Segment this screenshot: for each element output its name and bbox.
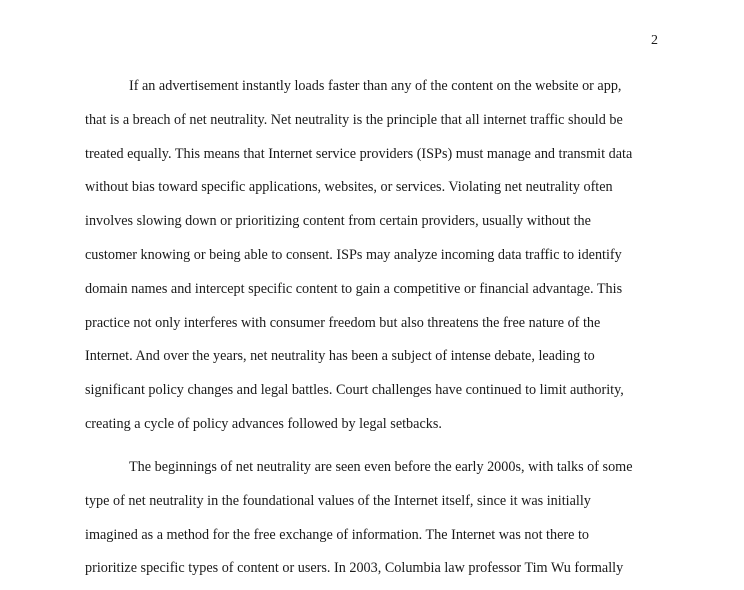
- text-line: significant policy changes and legal battles. Court challenges have continued to limit authority,: [85, 382, 624, 398]
- page-number: 2: [651, 33, 658, 48]
- text-line: prioritize specific types of content or users. In 2003, Columbia law professor Tim Wu formally: [85, 560, 624, 576]
- text-line: The beginnings of net neutrality are seen even before the early 2000s, with talks of some: [129, 459, 633, 475]
- text-line: Internet. And over the years, net neutrality has been a subject of intense debate, leading to: [85, 348, 595, 364]
- text-line: that is a breach of net neutrality. Net neutrality is the principle that all internet traffic should be: [85, 112, 623, 128]
- text-line: domain names and intercept specific content to gain a competitive or financial advantage. This: [85, 281, 623, 297]
- text-line: type of net neutrality in the foundational values of the Internet itself, since it was initially: [85, 493, 591, 509]
- text-line: creating a cycle of policy advances followed by legal setbacks.: [85, 416, 442, 432]
- text-line: If an advertisement instantly loads faster than any of the content on the website or app,: [129, 78, 622, 94]
- text-line: involves slowing down or prioritizing content from certain providers, usually without the: [85, 213, 591, 229]
- text-line: without bias toward specific applications, websites, or services. Violating net neutrality often: [85, 179, 613, 195]
- text-line: treated equally. This means that Internet service providers (ISPs) must manage and transmit data: [85, 146, 633, 162]
- text-line: practice not only interferes with consumer freedom but also threatens the free nature of the: [85, 315, 601, 331]
- text-line: customer knowing or being able to consent. ISPs may analyze incoming data traffic to identify: [85, 247, 622, 263]
- text-line: imagined as a method for the free exchange of information. The Internet was not there to: [85, 527, 589, 543]
